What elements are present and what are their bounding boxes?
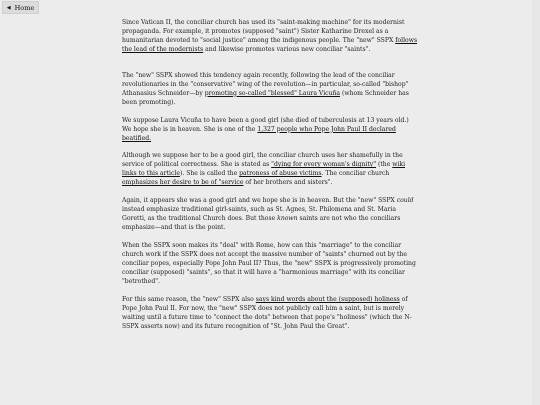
paragraph-text: of Pope John Paul II. For now, the "new" SSPX does not publicly call him a saint, but is merely waiting until a future time to "connect the dots" between that pope's "holiness" (which the N-SSPX asserts now) and its future recognition of "St. John Paul the Great". [122,295,412,330]
back-arrow-icon: ◀ [6,4,11,11]
article-body [122,19,418,341]
paragraph-4 [122,152,418,188]
home-button[interactable] [2,1,39,14]
paragraph-text: For this same reason, the "new" SSPX also [122,295,256,303]
link-patroness[interactable]: patroness of abuse victims [239,170,322,178]
link-promoting-vicuna[interactable]: promoting so-called "blessed" Laura Vicuña [204,89,341,97]
paragraph-text: (the [376,161,393,169]
paragraph-7 [122,296,418,332]
paragraph-text: The "new" SSPX showed this tendency again recently, following the lead of the conciliar revolutionaries in the "conservative" wing of the revolution—in particular, so-called "bishop" Athanasius Schneider—by [122,71,409,97]
link-follows-modernists[interactable]: follows the lead of the modernists [122,36,418,53]
link-service[interactable]: emphasizes her desire to be of "service [122,179,244,187]
paragraph-text: We suppose Laura Vicuña to have been a good girl (she died of tuberculosis at 13 years old.) We hope she is in heaven. She is one of the [122,116,409,133]
paragraph-text: Again, it appears she was a good girl and we hope she is in heaven. But the "new" SSPX [122,197,397,205]
home-button-label: Home [14,3,35,12]
paragraph-5 [122,197,418,233]
paragraph-text: and likewise promotes various new conciliar "saints". [203,45,371,53]
paragraph-text: (whom Schneider has been promoting). [122,89,409,106]
paragraph-text: When the SSPX soon makes its "deal" with Rome, how can this "marriage" to the conciliar church work if the SSPX does not accept the massive number of "saints" churned out by the conciliar popes, especially Pope John Paul II? Thus, the "new" SSPX is progressively promoting conciliar (supposed) "saints", so that it will have a "harmonious marriage" with its conciliar "betrothed". [122,242,416,285]
emphasis: could [396,197,414,205]
scrollbar-track[interactable] [532,0,540,405]
link-beatified-count[interactable]: 1,327 people who Pope John Paul II declared beatified. [122,125,396,142]
paragraph-text: of her brothers and sisters". [243,179,333,187]
paragraph-3 [122,117,418,144]
paragraph-text: . The conciliar church [321,170,390,178]
paragraph-6 [122,242,418,287]
link-dying-dignity[interactable]: "dying for every woman's dignity" [271,161,377,169]
paragraph-text: saints are not who the conciliars emphasize—and that is the point. [122,215,401,232]
link-kind-words[interactable]: says kind words about the (supposed) holiness [255,295,400,303]
paragraph-1 [122,19,418,55]
paragraph-text: ). She is called the [179,170,240,178]
paragraph-text: Although we suppose her to be a good girl, the conciliar church uses her shamefully in the service of political correctness. She is stated as [122,152,403,169]
paragraph-text: instead emphasize traditional girl-saints, such as St. Agnes, St. Philomena and St. Maria Goretti, as the traditional Church does. But those [122,206,396,223]
emphasis: known [277,215,298,223]
paragraph-text: Since Vatican II, the conciliar church has used its "saint-making machine" for its modernist propaganda. For example, it promotes (supposed "saint") Sister Katharine Drexel as a humanitarian devoted to "social justice" among the indigenous people. The "new" SSPX [122,19,405,44]
link-wiki[interactable]: wiki links to this article [122,161,406,178]
paragraph-2 [122,72,418,108]
